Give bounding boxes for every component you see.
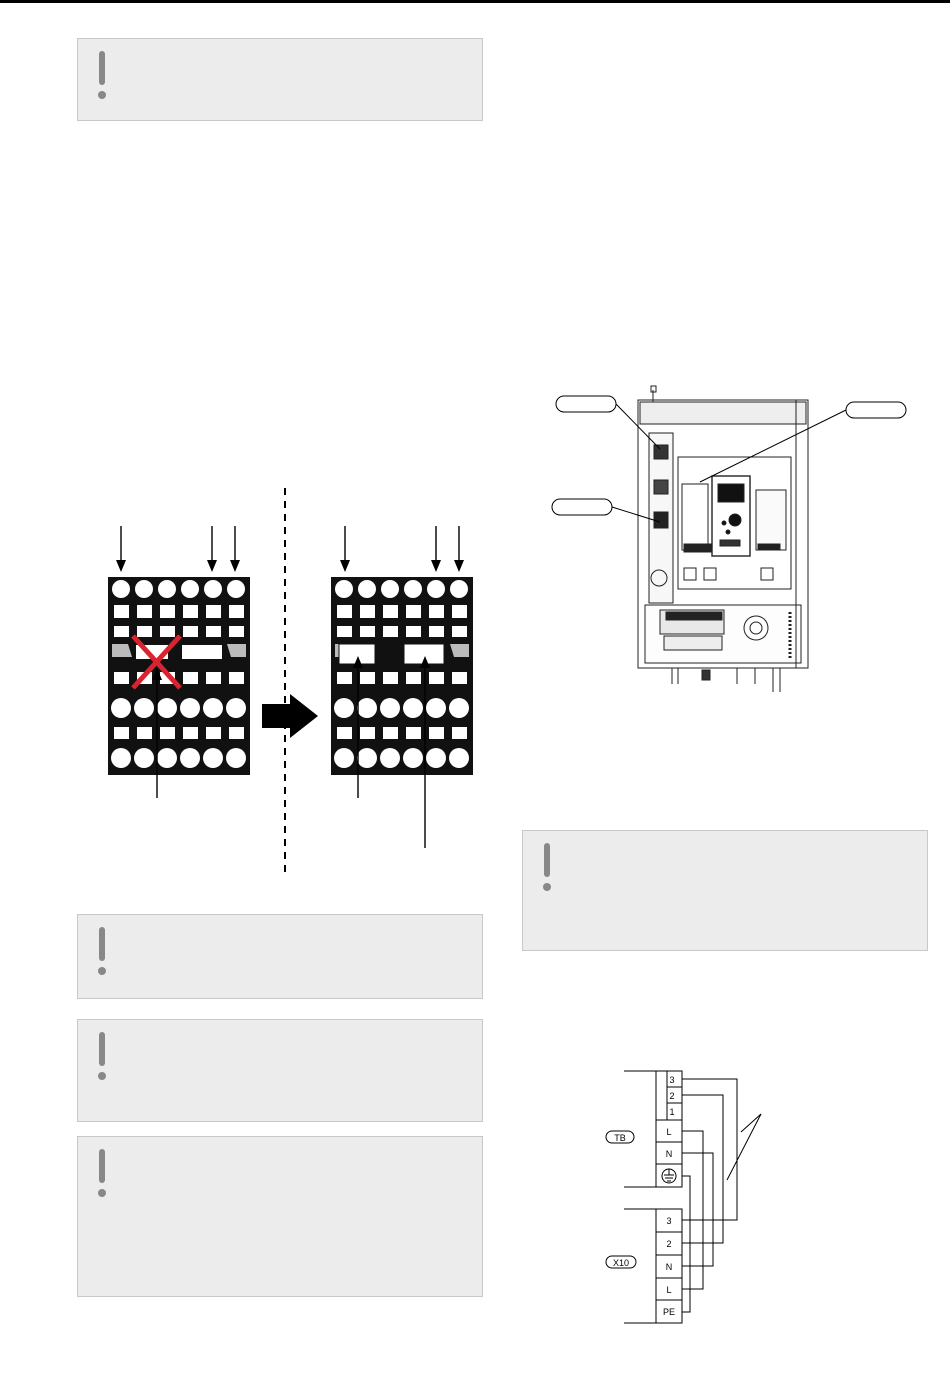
terminal-label: 1 — [669, 1107, 675, 1117]
terminal-label: 2 — [666, 1239, 672, 1249]
terminal-label: N — [665, 1262, 673, 1272]
terminal-label: L — [666, 1285, 672, 1295]
terminal-label: 3 — [669, 1075, 675, 1085]
x10-label: X10 — [612, 1258, 630, 1268]
terminal-label: 3 — [666, 1216, 672, 1226]
terminal-label: L — [666, 1127, 672, 1137]
terminal-label: 2 — [669, 1091, 675, 1101]
terminal-label: N — [665, 1149, 673, 1159]
terminal-label: PE — [662, 1307, 676, 1317]
tb-label: TB — [614, 1133, 626, 1143]
